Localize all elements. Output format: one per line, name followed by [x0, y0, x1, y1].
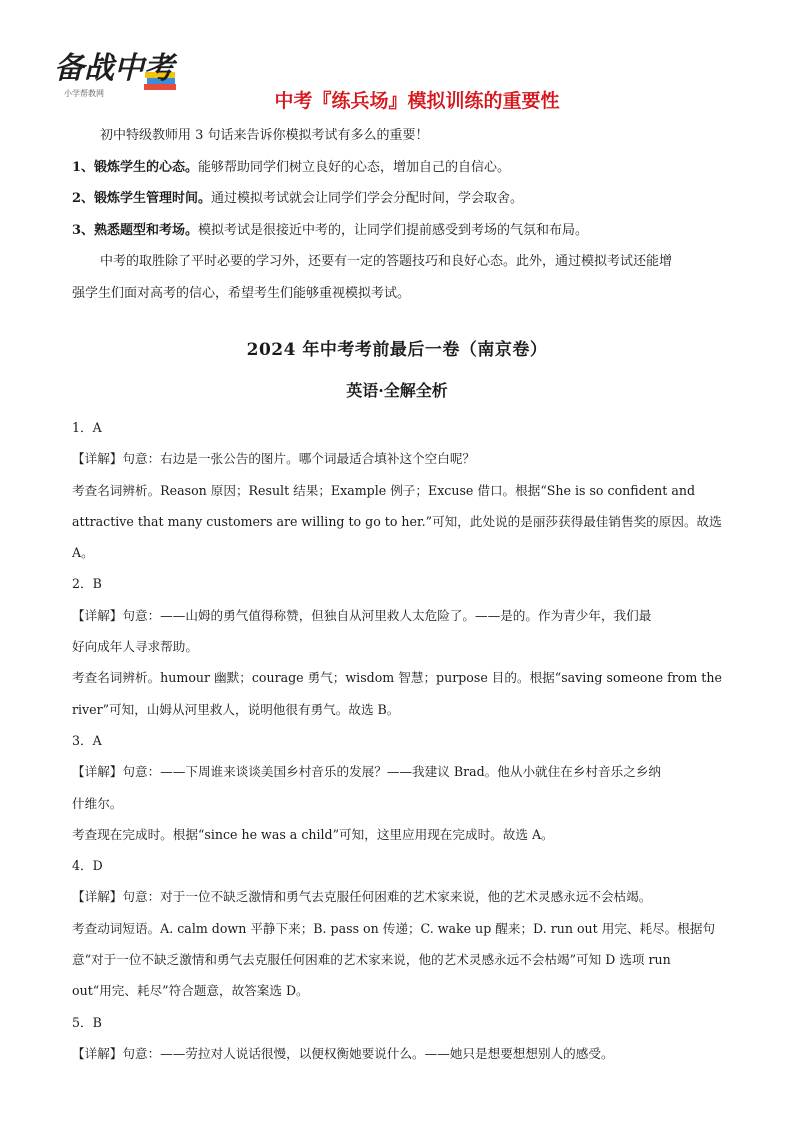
- point-text: 模拟考试是很接近中考的，让同学们提前感受到考场的气氛和布局。: [198, 222, 589, 238]
- intro-closing-line: 中考的取胜除了平时必要的学习外，还要有一定的答题技巧和良好心态。此外，通过模拟考试还能增: [100, 254, 673, 269]
- logo-text: 备战中考: [54, 51, 174, 86]
- text-line: 考查名词辨析。humour 幽默；courage 勇气；wisdom 智慧；purpose 目的。根据“saving someone from the: [72, 670, 722, 686]
- text-line: 2．B: [72, 576, 102, 592]
- intro-section: [72, 120, 732, 309]
- text-line: 什维尔。: [72, 795, 123, 811]
- text-line: 【详解】句意：右边是一张公告的图片。哪个词最适合填补这个空白呢？: [72, 451, 475, 467]
- intro-point: [72, 215, 732, 247]
- text-line: river”可知，山姆从河里救人，说明他很有勇气。故选 B。: [72, 701, 400, 717]
- intro-lead: 初中特级教师用 3 句话来告诉你模拟考试有多么的重要！: [100, 128, 429, 143]
- text-line: 3．A: [72, 732, 102, 748]
- point-text: 通过模拟考试就会让同学们学会分配时间，学会取舍。: [211, 191, 524, 206]
- text-line: 【详解】句意：——下周谁来谈谈美国乡村音乐的发展？——我建议 Brad。他从小就住在乡村音乐之乡纳: [72, 764, 661, 780]
- text-line: 意“对于一位不缺乏激情和勇气去克服任何困难的艺术家来说，他的艺术灵感永远不会枯竭”可知 D 选项 run: [72, 952, 671, 968]
- logo-subtext: 小学帮教网: [64, 89, 104, 98]
- text-line: 1．A: [72, 420, 102, 435]
- text-line: out“用完、耗尽”符合题意，故答案选 D。: [72, 983, 309, 999]
- intro-closing-line: 强学生们面对高考的信心，希望考生们能够重视模拟考试。: [72, 285, 411, 301]
- text-line: 考查现在完成时。根据“since he was a child”可知，这里应用现在完成时。故选 A。: [72, 826, 554, 842]
- text-line: 5．B: [72, 1014, 102, 1030]
- paper-title: 2024 年中考考前最后一卷（南京卷）: [246, 340, 548, 360]
- point-head: 3、熟悉题型和考场。: [72, 222, 199, 238]
- text-line: 好向成年人寻求帮助。: [72, 639, 198, 655]
- answer-explanations: [72, 412, 728, 1069]
- point-head: 2、锻炼学生管理时间。: [72, 191, 212, 206]
- intro-point: [72, 183, 732, 215]
- point-head: 1、锻炼学生的心态。: [72, 159, 199, 175]
- point-text: 能够帮助同学们树立良好的心态，增加自己的自信心。: [198, 159, 511, 175]
- text-line: 【详解】句意：——劳拉对人说话很慢，以便权衡她要说什么。——她只是想要想想别人的感受。: [72, 1045, 614, 1061]
- text-line: 4．D: [72, 858, 103, 874]
- banner-title: 中考『练兵场』模拟训练的重要性: [274, 90, 560, 112]
- text-line: 考查动词短语。A. calm down 平静下来；B. pass on 传递；C. wake up 醒来；D. run out 用完、耗尽。根据句: [72, 920, 716, 936]
- text-line: 考查名词辨析。Reason 原因；Result 结果；Example 例子；Excuse 借口。根据“She is so confident and: [72, 482, 696, 498]
- text-line: attractive that many customers are willing to go to her.”可知，此处说的是丽莎获得最佳销售奖的原因。故选 A。: [72, 513, 722, 561]
- paper-subtitle: 英语·全解全析: [346, 381, 448, 400]
- text-line: 【详解】句意：对于一位不缺乏激情和勇气去克服任何困难的艺术家来说，他的艺术灵感永远不会枯竭。: [72, 889, 652, 905]
- intro-point: [72, 152, 732, 184]
- text-line: 【详解】句意：——山姆的勇气值得称赞，但独自从河里救人太危险了。——是的。作为青少年，我们最: [72, 607, 652, 623]
